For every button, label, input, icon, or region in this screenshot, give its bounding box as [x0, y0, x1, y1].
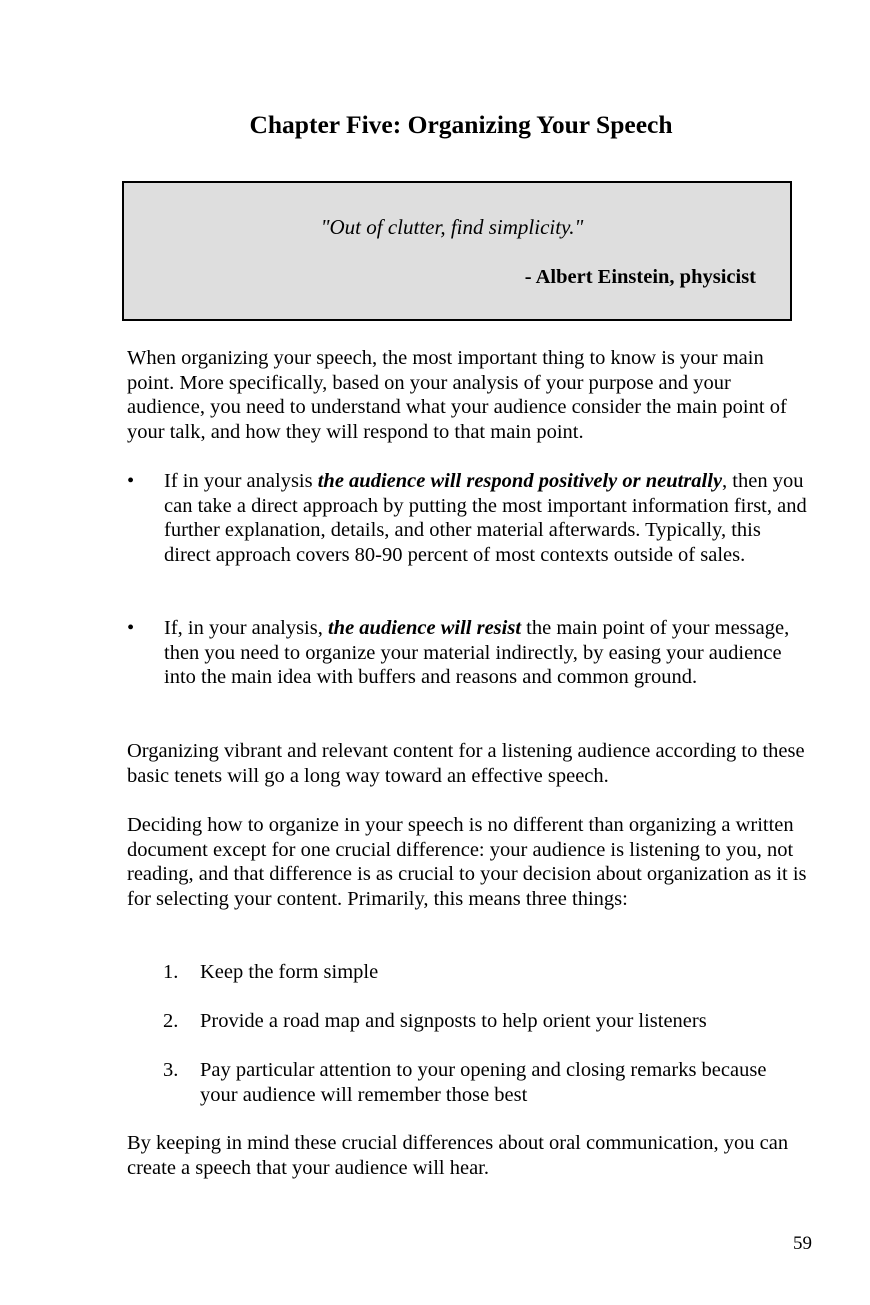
bullet-mark: • [127, 617, 135, 639]
item-number: 2. [163, 1010, 179, 1032]
bullet-emphasis: the audience will resist [327, 617, 522, 639]
deciding-paragraph: Deciding how to organize in your speech is no different than organizing a written document except for one crucial difference: your audience is listening to you, not reading, and that difference is as crucial to your decision about organization as it is for selecting your content. Primarily, this means three things: [127, 814, 807, 910]
bullet-mark: • [127, 470, 135, 492]
bullet-text [164, 616, 809, 690]
bullet-lead: If in your analysis [164, 470, 318, 492]
item-number: 3. [163, 1059, 179, 1081]
item-text: Keep the form simple [200, 961, 379, 983]
closing-paragraph: By keeping in mind these crucial differences about oral communication, you can create a speech that your audience will hear. [127, 1132, 789, 1179]
bullet-rest: the main point of your message, then you need to organize your material indirectly, by easing your audience into the main idea with buffers and reasons and common ground. [164, 617, 790, 689]
quote-text: "Out of clutter, find simplicity." [320, 215, 584, 239]
item-number: 1. [163, 961, 179, 983]
quote-box [122, 181, 792, 321]
bullet-rest: , then you can take a direct approach by putting the most important information first, and further explanation, details, and other material afterwards. Typically, this direct approach covers 80-90 percent of most contexts outside of sales. [164, 470, 807, 566]
bullet-emphasis: the audience will respond positively or neutrally [317, 470, 723, 492]
page-number: 59 [793, 1233, 812, 1254]
item-text: Pay particular attention to your opening and closing remarks because your audience will remember those best [200, 1059, 767, 1106]
item-text: Provide a road map and signposts to help orient your listeners [200, 1010, 707, 1032]
quote-attribution: - Albert Einstein, physicist [524, 266, 756, 288]
intro-paragraph: When organizing your speech, the most important thing to know is your main point. More specifically, based on your analysis of your purpose and your audience, you need to understand what your audience consider the main point of your talk, and how they will respond to that main point. [127, 347, 787, 443]
bullet-text [164, 469, 809, 567]
chapter-title: Chapter Five: Organizing Your Speech [249, 110, 673, 139]
bullet-lead: If, in your analysis, [164, 617, 328, 639]
organizing-paragraph: Organizing vibrant and relevant content for a listening audience according to these basic tenets will go a long way toward an effective speech. [127, 740, 805, 787]
